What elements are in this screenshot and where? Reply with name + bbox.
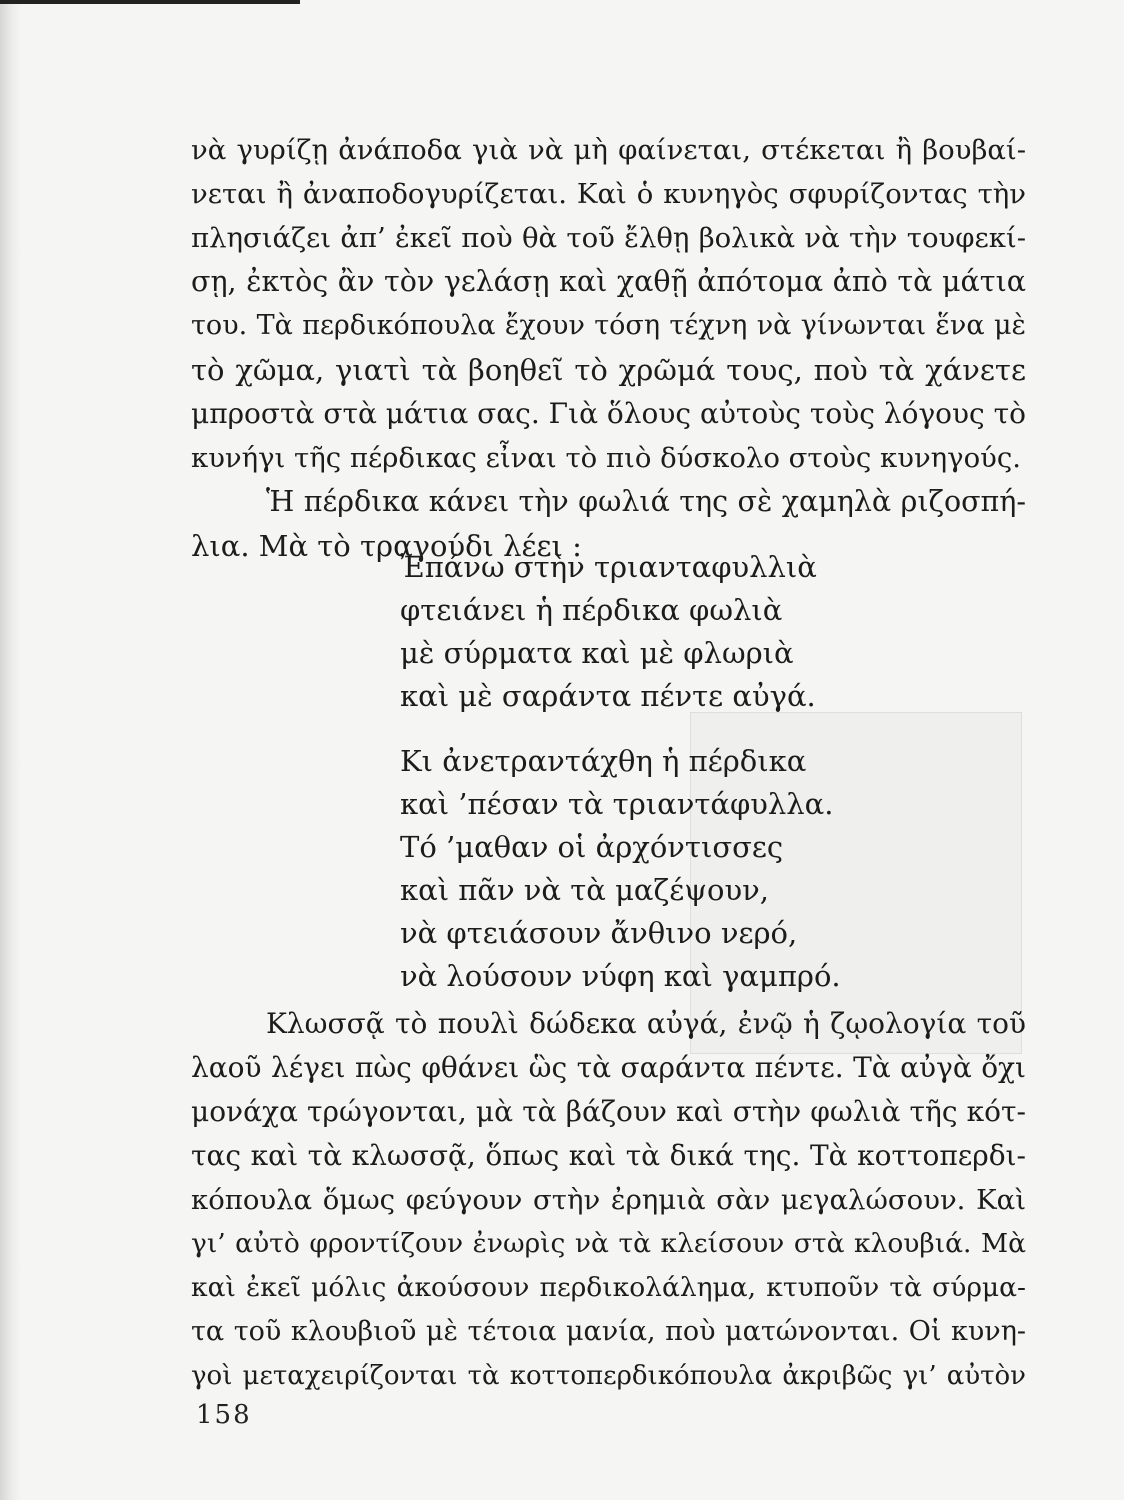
verse-line: καὶ πᾶν νὰ τὰ μαζέψουν,	[400, 873, 769, 907]
text-line: τα τοῦ κλουβιοῦ μὲ τέτοια μανία, ποὺ ματώνονται. Οἱ κυνη-	[191, 1316, 1026, 1347]
text-line: καὶ ἐκεῖ μόλις ἀκούσουν περδικολάλημα, κτυποῦν τὰ σύρμα-	[191, 1272, 1026, 1303]
text-line: λαοῦ λέγει πὼς φθάνει ὣς τὰ σαράντα πέντε. Τὰ αὐγὰ ὄχι	[191, 1051, 1026, 1084]
text-line: κυνήγι τῆς πέρδικας εἶναι τὸ πιὸ δύσκολο στοὺς κυνηγούς.	[191, 442, 1021, 474]
text-line: λια. Μὰ τὸ τραγούδι λέει :	[191, 529, 582, 563]
top-edge-mark	[0, 0, 300, 4]
text-line: σῃ, ἐκτὸς ἂν τὸν γελάσῃ καὶ χαθῇ ἀπότομα ἀπὸ τὰ μάτια	[191, 265, 1026, 298]
page-edge-shadow	[0, 0, 22, 1500]
text-line: γι’ αὐτὸ φροντίζουν ἐνωρὶς νὰ τὰ κλείσουν στὰ κλουβιά. Μὰ	[191, 1228, 1026, 1259]
verse-line: φτειάνει ἡ πέρδικα φωλιὰ	[400, 593, 783, 627]
verse-stanza-1	[400, 546, 817, 718]
verse-line: νὰ λούσουν νύφη καὶ γαμπρό.	[400, 959, 841, 993]
text-line: νεται ἢ ἀναποδογυρίζεται. Καὶ ὁ κυνηγὸς σφυρίζοντας τὴν	[191, 178, 1026, 210]
verse-line: καὶ μὲ σαράντα πέντε αὐγά.	[400, 679, 816, 713]
text-line: τὸ χῶμα, γιατὶ τὰ βοηθεῖ τὸ χρῶμά τους, ποὺ τὰ χάνετε	[191, 353, 1026, 387]
verse-line: καὶ ’πέσαν τὰ τριαντάφυλλα.	[400, 787, 834, 821]
text-line: μπροστὰ στὰ μάτια σας. Γιὰ ὅλους αὐτοὺς τοὺς λόγους τὸ	[191, 397, 1026, 430]
text-line: πλησιάζει ἀπ’ ἐκεῖ ποὺ θὰ τοῦ ἔλθῃ βολικὰ νὰ τὴν τουφεκί-	[191, 222, 1026, 254]
text-line: του. Τὰ περδικόπουλα ἔχουν τόση τέχνη νὰ γίνωνται ἕνα μὲ	[191, 310, 1026, 341]
verse-line: μὲ σύρματα καὶ μὲ φλωριὰ	[400, 636, 794, 670]
text-line: νὰ γυρίζῃ ἀνάποδα γιὰ νὰ μὴ φαίνεται, στέκεται ἢ βουβαί-	[191, 134, 1026, 166]
verse-line: Τό ’μαθαν οἱ ἀρχόντισσες	[400, 830, 784, 864]
verse-line: Ἐπάνω στὴν τριανταφυλλιὰ	[400, 550, 817, 584]
verse-line: νὰ φτειάσουν ἄνθινο νερό,	[400, 916, 798, 950]
verse-line: Κι ἀνετραντάχθη ἡ πέρδικα	[400, 744, 807, 778]
paragraph-2	[191, 1002, 1026, 1398]
text-line: τας καὶ τὰ κλωσσᾷ, ὅπως καὶ τὰ δικά της. Τὰ κοττοπερδι-	[191, 1139, 1026, 1172]
text-line: κόπουλα ὅμως φεύγουν στὴν ἐρημιὰ σὰν μεγαλώσουν. Καὶ	[191, 1184, 1026, 1216]
verse-stanza-2	[400, 740, 841, 998]
text-line: Κλωσσᾷ τὸ πουλὶ δώδεκα αὐγά, ἐνῷ ἡ ζῳολογία τοῦ	[266, 1007, 1026, 1040]
page-number: 158	[196, 1400, 252, 1430]
text-line: μονάχα τρώγονται, μὰ τὰ βάζουν καὶ στὴν φωλιὰ τῆς κότ-	[191, 1095, 1026, 1128]
text-line: Ἡ πέρδικα κάνει τὴν φωλιά της σὲ χαμηλὰ ριζοσπή-	[266, 485, 1026, 518]
paragraph-1	[191, 128, 1026, 568]
text-line: γοὶ μεταχειρίζονται τὰ κοττοπερδικόπουλα ἀκριβῶς γι’ αὐτὸν	[191, 1361, 1026, 1391]
